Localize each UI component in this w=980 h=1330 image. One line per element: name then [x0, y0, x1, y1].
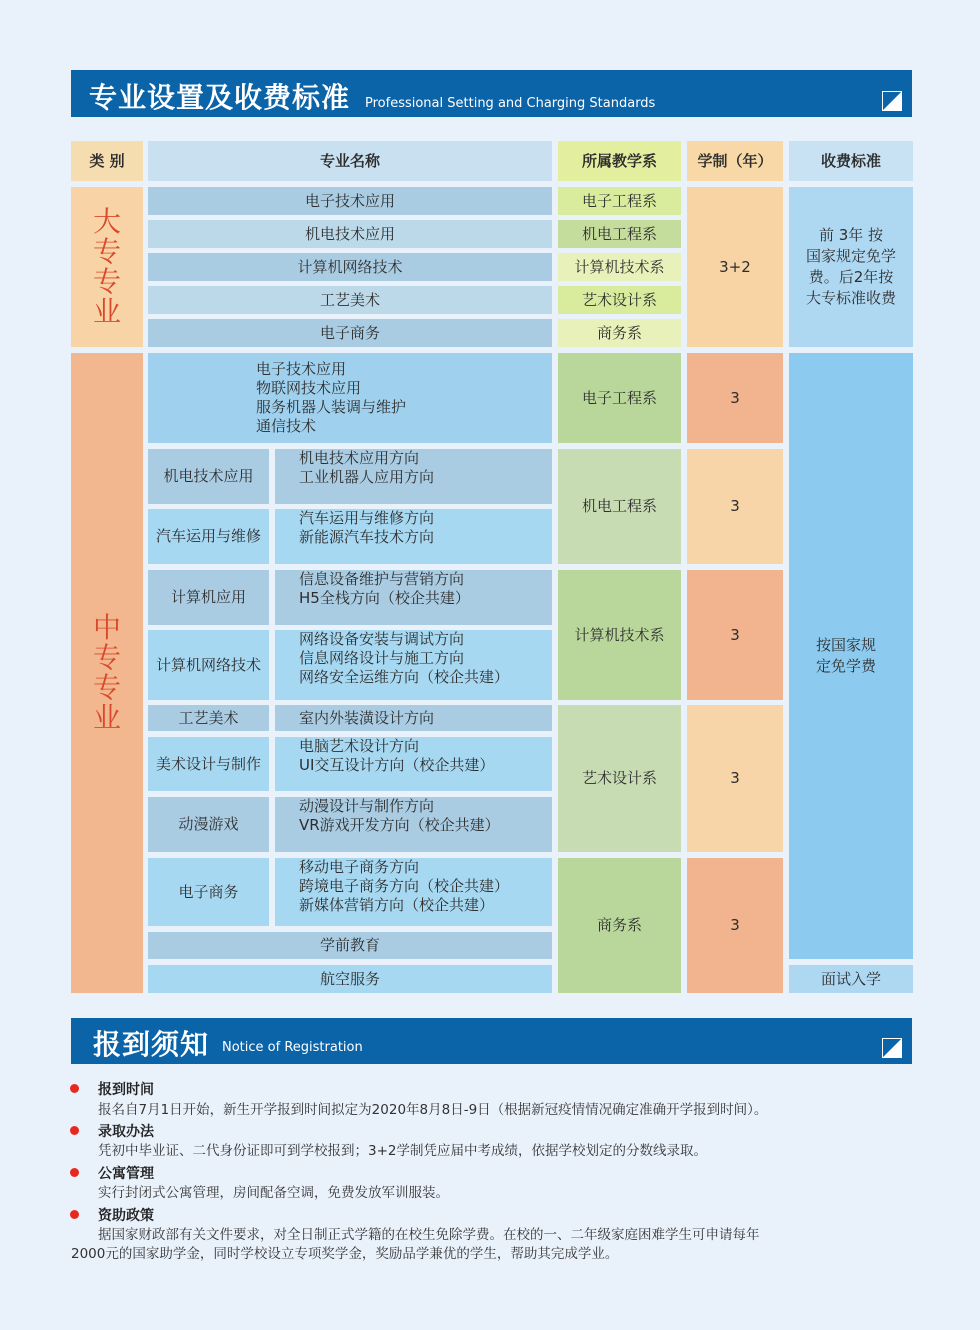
- dz-major: 工艺美术: [148, 286, 552, 314]
- header-department: 所属教学系: [558, 141, 681, 181]
- zz-major: 汽车运用与维修: [148, 509, 269, 564]
- header-category: 类 别: [71, 141, 143, 181]
- zz-major: 美术设计与制作: [148, 737, 269, 791]
- header-fee: 收费标准: [789, 141, 913, 181]
- section-banner-registration: [71, 1018, 912, 1064]
- zz-group3-department: 计算机技术系: [558, 570, 681, 700]
- section2-title-cn: 报到须知: [93, 1028, 210, 1061]
- dz-department: 电子工程系: [558, 187, 681, 215]
- zz-group2-years: 3: [687, 449, 783, 564]
- zz-major: 航空服务: [148, 965, 552, 993]
- zz-fee: 按国家规 定免学费: [789, 353, 913, 959]
- dz-department: 计算机技术系: [558, 253, 681, 281]
- zz-major: 机电技术应用: [148, 449, 269, 504]
- zz-group2-department: 机电工程系: [558, 449, 681, 564]
- bullet-icon: [70, 1084, 79, 1093]
- dz-department: 艺术设计系: [558, 286, 681, 314]
- notice-heading: 公寓管理: [98, 1166, 154, 1182]
- notice-text: 报名自7月1日开始，新生开学报到时间拟定为2020年8月8日-9日（根据新冠疫情情况确定准确开学报到时间）。: [98, 1102, 768, 1118]
- dz-major: 机电技术应用: [148, 220, 552, 248]
- zz-directions: 汽车运用与维修方向 新能源汽车技术方向: [275, 509, 552, 564]
- section2-title-en: Notice of Registration: [222, 1040, 363, 1055]
- header-years: 学制（年）: [687, 141, 783, 181]
- zz-major: 计算机网络技术: [148, 630, 269, 700]
- zz-directions: 移动电子商务方向 跨境电子商务方向（校企共建） 新媒体营销方向（校企共建）: [275, 858, 552, 926]
- category-dazhuan: 大 专 专 业: [71, 187, 143, 347]
- bullet-icon: [70, 1126, 79, 1135]
- dz-major: 电子商务: [148, 319, 552, 347]
- notice-text-cont: 2000元的国家助学金，同时学校设立专项奖学金，奖励品学兼优的学生，帮助其完成学业。: [71, 1246, 619, 1262]
- section-title-cn: 专业设置及收费标准: [89, 81, 351, 114]
- zz-major: 计算机应用: [148, 570, 269, 625]
- zz-group5-years: 3: [687, 858, 783, 993]
- zz-major: 动漫游戏: [148, 797, 269, 852]
- zz-group5-department: 商务系: [558, 858, 681, 993]
- zz-group4-department: 艺术设计系: [558, 705, 681, 852]
- zz-directions: 动漫设计与制作方向 VR游戏开发方向（校企共建）: [275, 797, 552, 852]
- dz-major: 电子技术应用: [148, 187, 552, 215]
- section-banner-programs: [71, 70, 912, 117]
- notice-text: 凭初中毕业证、二代身份证即可到学校报到；3+2学制凭应届中考成绩，依据学校划定的分数线录取。: [98, 1143, 707, 1159]
- zz-fee-interview: 面试入学: [789, 965, 913, 993]
- zz-major: 工艺美术: [148, 705, 269, 731]
- zz-major: 学前教育: [148, 932, 552, 959]
- notice-text: 实行封闭式公寓管理，房间配备空调，免费发放军训服装。: [98, 1185, 449, 1201]
- dz-major: 计算机网络技术: [148, 253, 552, 281]
- zz-group1-department: 电子工程系: [558, 353, 681, 443]
- zz-group1-majors: 电子技术应用 物联网技术应用 服务机器人装调与维护 通信技术: [148, 353, 552, 443]
- zz-directions: 室内外装潢设计方向: [275, 705, 552, 731]
- category-zhongzhuan: 中 专 专 业: [71, 353, 143, 993]
- zz-directions: 电脑艺术设计方向 UI交互设计方向（校企共建）: [275, 737, 552, 791]
- header-major: 专业名称: [148, 141, 552, 181]
- bullet-icon: [70, 1168, 79, 1177]
- zz-major: 电子商务: [148, 858, 269, 926]
- corner-triangle-icon: [882, 91, 902, 111]
- dz-department: 商务系: [558, 319, 681, 347]
- zz-directions: 网络设备安装与调试方向 信息网络设计与施工方向 网络安全运维方向（校企共建）: [275, 630, 552, 700]
- section-title-en: Professional Setting and Charging Standards: [365, 96, 656, 111]
- dz-department: 机电工程系: [558, 220, 681, 248]
- corner-triangle-icon: [882, 1038, 902, 1058]
- notice-heading: 报到时间: [98, 1082, 154, 1098]
- zz-directions: 机电技术应用方向 工业机器人应用方向: [275, 449, 552, 504]
- zz-group4-years: 3: [687, 705, 783, 852]
- dz-years: 3+2: [687, 187, 783, 347]
- zz-group3-years: 3: [687, 570, 783, 700]
- notice-text: 据国家财政部有关文件要求，对全日制正式学籍的在校生免除学费。在校的一、二年级家庭困难学生可申请每年: [98, 1227, 760, 1243]
- notice-heading: 录取办法: [98, 1124, 154, 1140]
- bullet-icon: [70, 1210, 79, 1219]
- zz-group1-years: 3: [687, 353, 783, 443]
- dz-fee: 前 3年 按 国家规定免学 费。后2年按 大专标准收费: [789, 187, 913, 347]
- notice-heading: 资助政策: [98, 1208, 154, 1224]
- zz-directions: 信息设备维护与营销方向 H5全栈方向（校企共建）: [275, 570, 552, 625]
